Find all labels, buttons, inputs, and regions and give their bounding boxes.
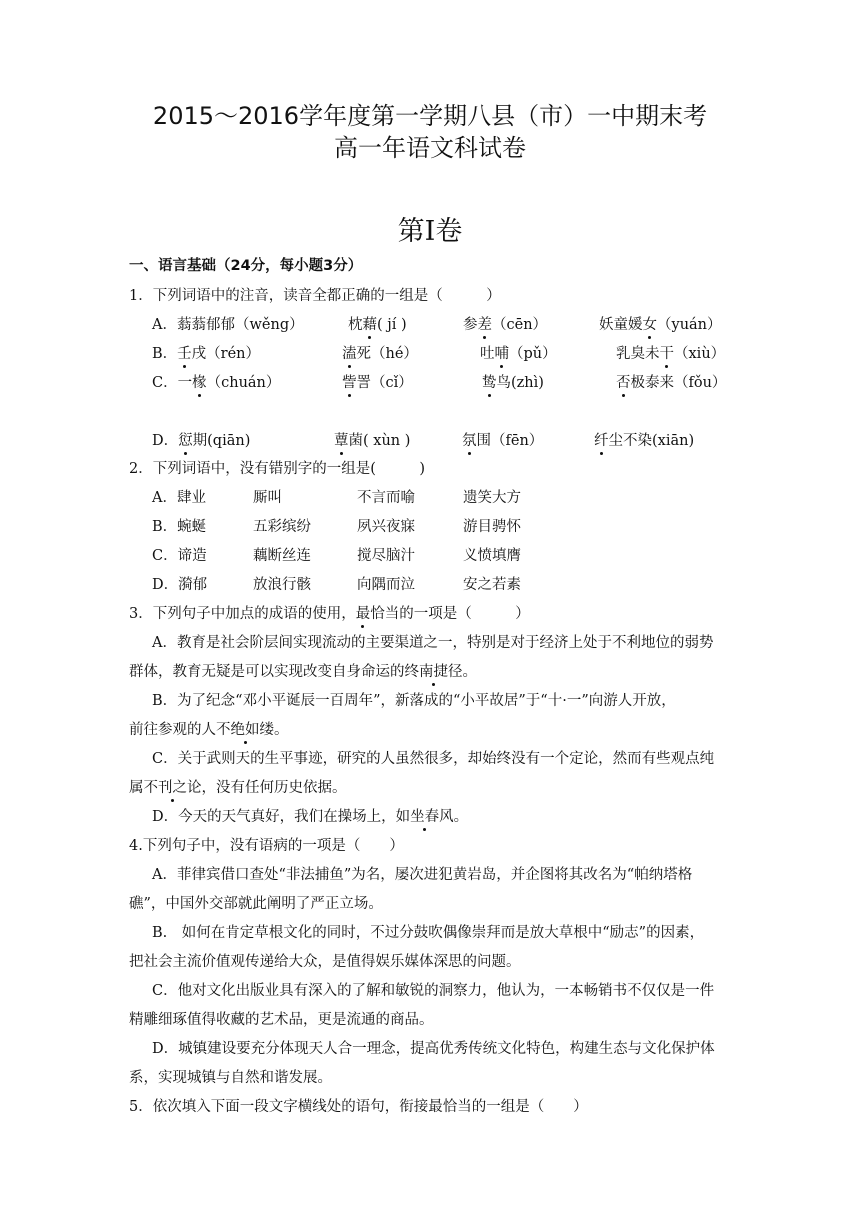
q2-d-word-4: 安之若素 — [463, 577, 521, 593]
q1-a-item-4: 妖童媛女（yuán） — [599, 317, 722, 333]
exam-title-line1: 2015～2016学年度第一学期八县（市）一中期末考 — [152, 102, 708, 130]
q3-option-c-line2: 属不刊之论，没有任何历史依据。 — [129, 780, 347, 796]
q1-d-item-4: 纤尘不染(xiān) — [594, 433, 695, 449]
q1-d-item-1: D．愆期(qiān) — [152, 433, 251, 449]
q2-a-word-3: 不言而喻 — [357, 490, 415, 506]
q2-b-word-2: 五彩缤纷 — [253, 519, 311, 535]
q3-option-d: D．今天的天气真好，我们在操场上，如坐春风。 — [152, 809, 469, 825]
q4-option-a-line2: 礁”，中国外交部就此阐明了严正立场。 — [129, 896, 383, 912]
q2-c-word-2: 藕断丝连 — [253, 548, 311, 564]
q2-d-word-2: 放浪行骸 — [253, 577, 311, 593]
q3-option-b-line2: 前往参观的人不绝如缕。 — [129, 722, 289, 738]
q2-a-word-2: 厮叫 — [253, 490, 282, 506]
q1-c-item-4: 否极泰来（fǒu） — [616, 375, 727, 391]
q1-d-item-2: 蕈菌( xùn ) — [334, 433, 411, 449]
q4-stem: 4.下列句子中，没有语病的一项是（ ） — [129, 838, 404, 854]
q2-d-word-1: D．漪郁 — [152, 577, 208, 593]
q3-stem: 3．下列句子中加点的成语的使用，最恰当的一项是（ ） — [129, 606, 530, 622]
q3-option-b-line1: B．为了纪念“邓小平诞辰一百周年”，新落成的“小平故居”于“十·一”向游人开放， — [152, 693, 676, 709]
q1-b-item-3: 吐哺（pǔ） — [480, 346, 557, 362]
q2-c-word-3: 搅尽脑汁 — [357, 548, 415, 564]
q2-a-word-1: A．肆业 — [152, 490, 206, 506]
q4-option-b-line1: B. 如何在肯定草根文化的同时，不过分鼓吹偶像崇拜而是放大草根中“励志”的因素， — [152, 925, 705, 941]
q1-b-item-2: 溘死（hé） — [342, 346, 418, 362]
q1-d-item-3: 氛围（fēn） — [462, 433, 544, 449]
q2-a-word-4: 遗笑大方 — [463, 490, 521, 506]
q2-c-word-4: 义愤填膺 — [463, 548, 521, 564]
q1-stem: 1．下列词语中的注音，读音全都正确的一组是（ ） — [129, 288, 501, 304]
q1-c-item-1: C．一椽（chuán） — [152, 375, 281, 391]
q2-c-word-1: C．谛造 — [152, 548, 207, 564]
q1-a-item-3: 参差（cēn） — [463, 317, 548, 333]
q4-option-d-line2: 系，实现城镇与自然和谐发展。 — [129, 1070, 332, 1086]
q2-stem: 2．下列词语中，没有错别字的一组是( ) — [129, 461, 426, 477]
exam-title-line2: 高一年语文科试卷 — [334, 134, 526, 162]
q2-b-word-1: B．蜿蜒 — [152, 519, 207, 535]
q3-option-c-line1: C．关于武则天的生平事迹，研究的人虽然很多，却始终没有一个定论，然而有些观点纯 — [152, 751, 715, 767]
q1-c-item-2: 訾詈（cǐ） — [342, 375, 413, 391]
q4-option-c-line2: 精雕细琢值得收藏的艺术品，更是流通的商品。 — [129, 1012, 434, 1028]
q1-c-item-3: 鸷鸟(zhì) — [482, 375, 544, 391]
q4-option-b-line2: 把社会主流价值观传递给大众，是值得娱乐媒体深思的问题。 — [129, 954, 521, 970]
q5-stem: 5．依次填入下面一段文字横线处的语句，衔接最恰当的一组是（ ） — [129, 1099, 588, 1115]
q2-b-word-4: 游目骋怀 — [463, 519, 521, 535]
q4-option-d-line1: D．城镇建设要充分体现天人合一理念，提高优秀传统文化特色，构建生态与文化保护体 — [152, 1041, 715, 1057]
q4-option-c-line1: C．他对文化出版业具有深入的了解和敏锐的洞察力，他认为，一本畅销书不仅仅是一件 — [152, 983, 715, 999]
q1-b-item-4: 乳臭未干（xiù） — [616, 346, 726, 362]
q4-option-a-line1: A．菲律宾借口查处“非法捕鱼”为名，屡次进犯黄岩岛，并企图将其改名为“帕纳塔格 — [152, 867, 693, 883]
q1-b-item-1: B．壬戌（rén） — [152, 346, 261, 362]
q2-b-word-3: 夙兴夜寐 — [357, 519, 415, 535]
volume-heading: 第Ⅰ卷 — [397, 216, 463, 247]
q2-d-word-3: 向隅而泣 — [357, 577, 415, 593]
q1-a-item-1: A．蓊蓊郁郁（wěng） — [152, 317, 304, 333]
q3-option-a-line2: 群体，教育无疑是可以实现改变自身命运的终南捷径。 — [129, 664, 477, 680]
section-heading: 一、语言基础（24分，每小题3分） — [129, 258, 363, 274]
q3-option-a-line1: A．教育是社会阶层间实现流动的主要渠道之一，特别是对于经济上处于不利地位的弱势 — [152, 635, 714, 651]
q1-a-item-2: 枕藉( jí ) — [348, 317, 407, 333]
